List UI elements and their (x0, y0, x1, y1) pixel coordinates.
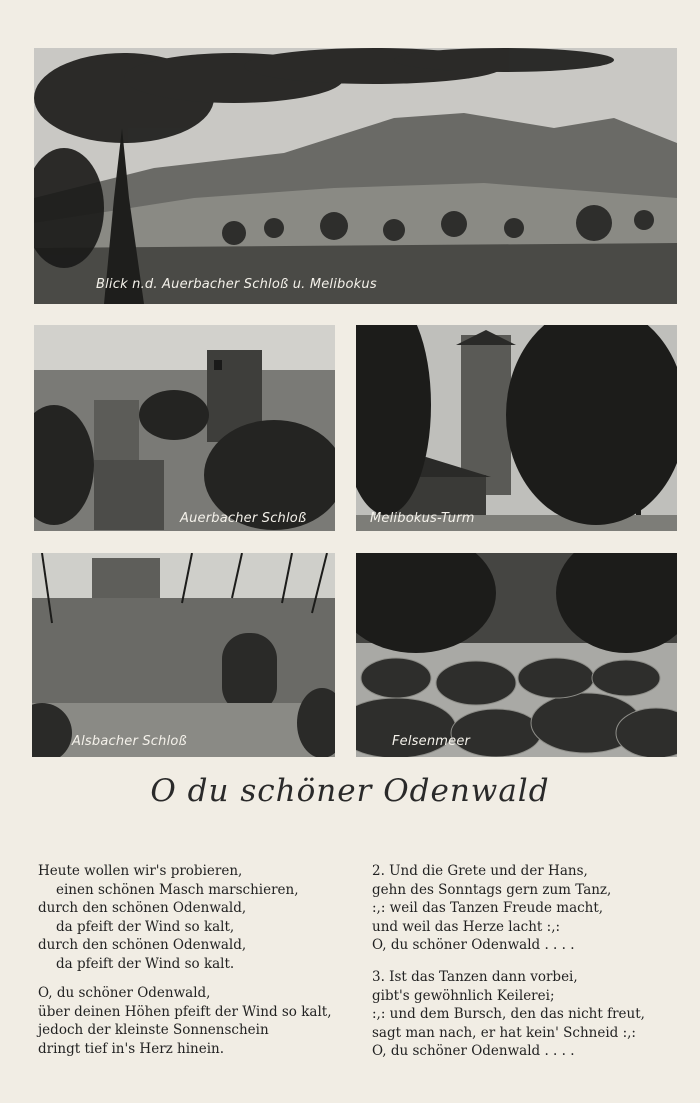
verse-line: durch den schönen Odenwald, (38, 900, 247, 917)
castle-illustration (34, 325, 335, 531)
song-title: O du schöner Odenwald (150, 773, 550, 809)
caption-felsenmeer: Felsenmeer (392, 734, 471, 749)
verse-line: durch den schönen Odenwald, (38, 937, 247, 954)
photo-auerbach-melibokus-view (34, 48, 677, 304)
caption-alsbacher-schloss: Alsbacher Schloß (72, 734, 187, 749)
verse-line: :,: weil das Tanzen Freude macht, (372, 900, 604, 917)
refrain-line: dringt tief in's Herz hinein. (38, 1040, 225, 1057)
verse-line: Heute wollen wir's probieren, (38, 863, 243, 879)
photo-alsbacher-schloss (32, 553, 335, 757)
photo-melibokus-turm (356, 325, 677, 531)
boulders-illustration (356, 553, 677, 757)
verse-line: sagt man nach, er hat kein' Schneid :,: (372, 1024, 636, 1041)
refrain-line: O, du schöner Odenwald, (38, 985, 211, 1001)
caption-auerbacher-schloss: Auerbacher Schloß (180, 511, 307, 526)
verse-line: O, du schöner Odenwald . . . . (372, 1043, 575, 1060)
verse-line: da pfeift der Wind so kalt. (56, 955, 235, 972)
refrain-line: jedoch der kleinste Sonnenschein (38, 1022, 269, 1039)
verse-line: da pfeift der Wind so kalt, (56, 918, 235, 935)
verse-line: und weil das Herze lacht :,: (372, 918, 561, 935)
verse-line: 3. Ist das Tanzen dann vorbei, (372, 969, 578, 985)
verse-1 (38, 862, 299, 974)
verse-line: 2. Und die Grete und der Hans, (372, 863, 588, 879)
photo-auerbacher-schloss (34, 325, 335, 531)
verse-2 (372, 862, 611, 955)
landscape-illustration (34, 48, 677, 304)
verse-3 (372, 968, 645, 1061)
ruin-illustration (32, 553, 335, 757)
verse-line: :,: und dem Bursch, den das nicht freut, (372, 1006, 645, 1023)
verse-line: O, du schöner Odenwald . . . . (372, 937, 575, 954)
verse-line: einen schönen Masch marschieren, (56, 881, 299, 898)
verse-line: gehn des Sonntags gern zum Tanz, (372, 881, 612, 898)
tower-illustration (356, 325, 677, 531)
refrain (38, 984, 332, 1058)
verse-line: gibt's gewöhnlich Keilerei; (372, 987, 555, 1004)
caption-top: Blick n.d. Auerbacher Schloß u. Melibokus (96, 277, 377, 292)
refrain-line: über deinen Höhen pfeift der Wind so kalt, (38, 1003, 332, 1020)
photo-felsenmeer (356, 553, 677, 757)
caption-melibokus-turm: Melibokus-Turm (370, 511, 475, 526)
